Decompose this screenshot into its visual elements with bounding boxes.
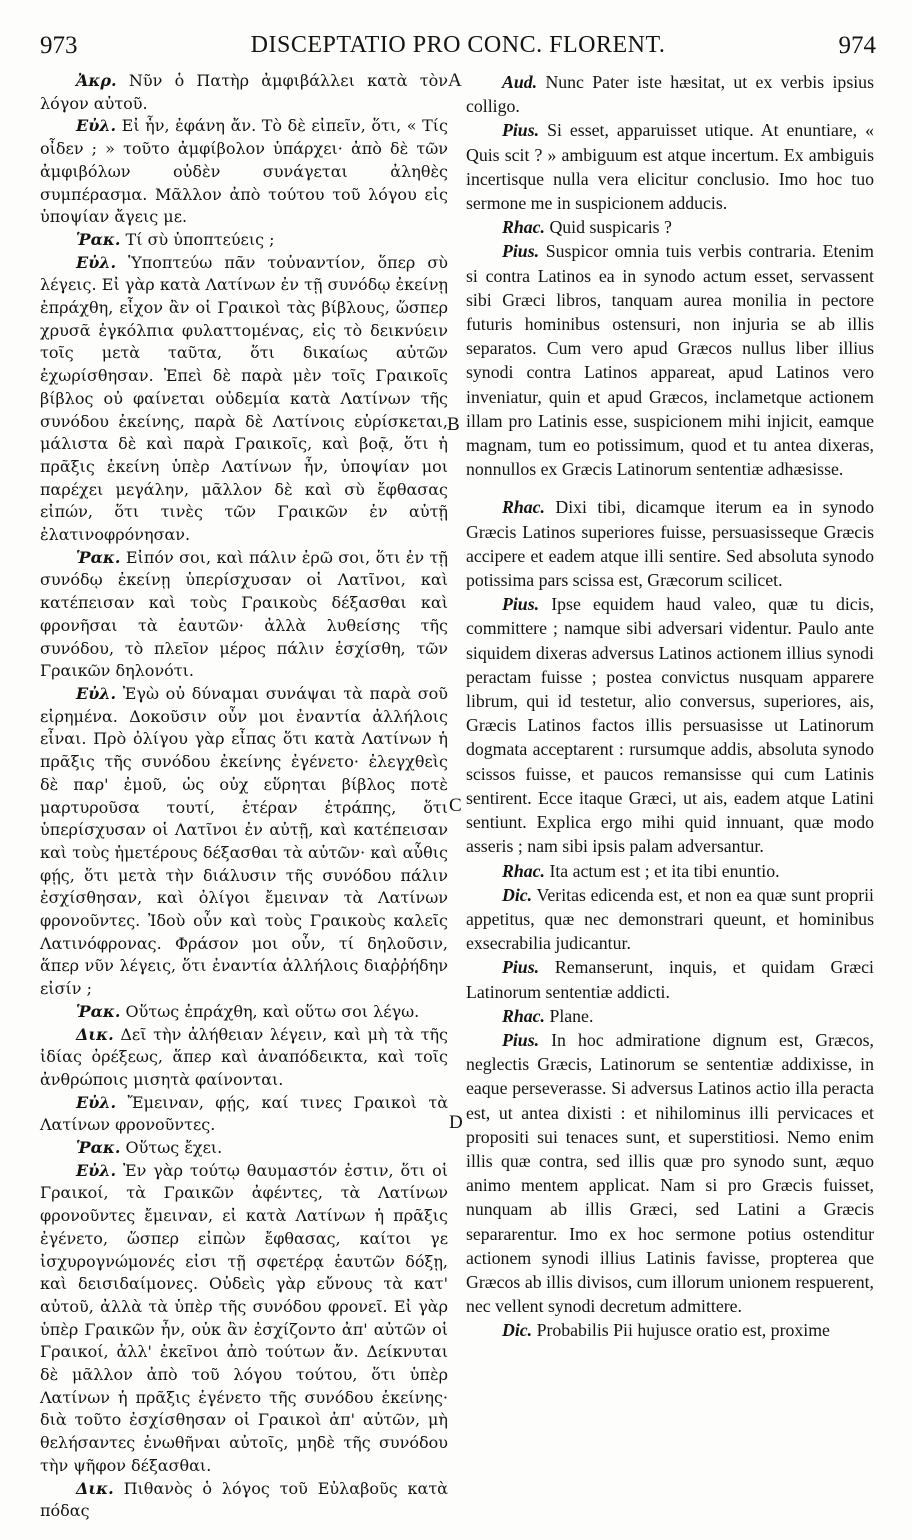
speaker-label: Pius. (502, 594, 540, 615)
margin-marker-a: A (448, 70, 462, 91)
running-title: DISCEPTATIO PRO CONC. FLORENT. (250, 32, 666, 58)
page-number-left: 973 (40, 32, 78, 59)
paragraph-text: Τί σὺ ὑποπτεύεις ; (125, 229, 275, 249)
speaker-label: Rhac. (502, 1005, 545, 1026)
page-number-right: 974 (838, 32, 876, 59)
paragraph-text: Δεῖ τὴν ἀλήθειαν λέγειν, καὶ μὴ τὰ τῆς ἰδίας ὀρέξεως, ἅπερ καὶ ἀναπόδεικτα, καὶ τοῖς ἀνθρώποις μισητὰ φαίνονται. (40, 1024, 448, 1089)
speaker-label: Εὐλ. (76, 252, 117, 272)
speaker-label: Εὐλ. (76, 683, 117, 703)
margin-marker-b: B (447, 414, 460, 435)
latin-paragraph (466, 239, 874, 481)
paragraph-text: Dixi tibi, dicamque iterum ea in synodo Græcis Latinos superiores fuisse, persuasisseque Græcis accipere et eadem atque illi sentire. Sed absoluta synodo potissima pars scissa est, Græcorum scilicet. (466, 497, 874, 591)
speaker-label: Dic. (502, 884, 533, 905)
speaker-label: Εὐλ. (76, 1092, 117, 1112)
margin-marker-c: C (449, 795, 462, 816)
paragraph-text: In hoc admiratione dignum est, Græcos, neglectis Græcis, Latinorum se sententiæ addixisse, in eaque perseverasse. Si adversus Latinos actio illa peracta est, ut antea dixisti : et nihilominus illi pervicaces et propositi sui tenaces sunt, et superstitiosi. Nemo enim illis quæ contra, sed illis quæ pro synodo sunt, æquo animo mentem applicat. Nam si pro Græcis fuisset, nunquam ab illis Græci, sed Latini a Græcis separarentur. Imo ex hoc sermone potius ostenditur actionem synodi illius Latinis favisse, propterea que Græcos ab illis divisos, cum illorum unionem respuerent, nec vellent synodi decretum admittere. (466, 1029, 874, 1317)
speaker-label: Rhac. (502, 497, 545, 518)
page-header (24, 24, 892, 64)
paragraph-text: Νῦν ὁ Πατὴρ ἀμφιβάλλει κατὰ τὸν λόγον αὐτοῦ. (40, 71, 448, 113)
speaker-label: Εὐλ. (76, 116, 117, 136)
margin-marker-d: D (449, 1112, 463, 1133)
greek-paragraph (40, 1024, 448, 1092)
paragraph-text: Veritas edicenda est, et non ea quæ sunt proprii appetitus, quæ nec demonstrari queunt, et hominibus exsecrabilia judicantur. (466, 884, 874, 954)
latin-paragraph (466, 883, 874, 956)
latin-paragraph (466, 70, 874, 118)
latin-paragraph (466, 1004, 874, 1028)
speaker-label: Δικ. (76, 1024, 114, 1044)
paragraph-text: Ἐν γὰρ τούτῳ θαυμαστόν ἐστιν, ὅτι οἱ Γραικοί, τὰ Γραικῶν ἀφέντες, τὰ Λατίνων φρονοῦντες ἔμειναν, εἰ κατὰ Λατίνων ἡ πρᾶξις ἐγένετο, ὥσπερ εἰπὼν ἔφθασας, καίτοι γε ἰσχυρογνώμονές εἰσι τῇ σφετέρᾳ ἑαυτῶν δόξῃ, καὶ δεισιδαίμονες. Οὐδεὶς γὰρ εὔνους τὰ κατ' αὐτοῦ, ἀλλὰ τὰ ὑπὲρ τῆς συνόδου φρονεῖ. Εἰ γὰρ ὑπὲρ Γραικῶν ἦν, οὐκ ἂν ἐσχίζοντο ἀπ' αὐτῶν οἱ Γραικοί, ἀλλ' ἐκεῖνοι ἀπὸ τούτων ἄν. Δείκνυται δὲ μᾶλλον ἀπὸ τοῦ λόγου τούτου, ὅτι ὑπὲρ Λατίνων ἡ πρᾶξις ἐγένετο τῆς συνόδου ἐκείνης· διὰ τοῦτο ἐσχίσθησαν οἱ Γραικοὶ ἀπ' αὐτῶν, μὴ θελήσαντες ἑνωθῆναι αὐτοῖς, μηδὲ τῆς συνόδου τὴν ψῆφον δέξασθαι. (40, 1160, 448, 1475)
paragraph-text: Οὕτως ἐπράχθη, καὶ οὕτω σοι λέγω. (125, 1001, 420, 1021)
greek-paragraph (40, 1001, 448, 1024)
paragraph-text: Suspicor omnia tuis verbis contraria. Etenim si contra Latinos ea in synodo actum esset, servassent sibi Græci libros, tanquam aurea monilia in pectore futuris hominibus ostensuri, non injuria se ab illis separatos. Cum vero apud Græcos nullus liber illius synodi contra Latinos appareat, apud Latinos vero inveniatur, quin et apud Græcos, inclametque actionem illam pro Latinis esse, suspicionem mihi injicit, eamque magnam, tum eo potissimum, quod et tu antea dixeras, nonnullos ex Græcis Latinorum sententiæ adhæsisse. (466, 241, 874, 480)
paragraph-text: Ipse equidem haud valeo, quæ tu dicis, committere ; namque sibi adversari videntur. Paulo ante siquidem dixeras adversus Latinos actionem illius synodi peractam fuisse ; postea convictus nusquam apparere librum, qui id testetur, alio conversus, superiores, ais, Græcis Latinos factos illis persuasisse ut Latinorum dogmata acceptarent : rursumque addis, absoluta synodo scissos fuisse, et paucos remansisse qui cum Latinis sentirent. Ecce itaque Græci, ut ais, eadem atque Latini sentiunt. Explica ergo mihi quid innuant, quæ modo asseris ; nam sibi ipsis palam adversantur. (466, 594, 874, 857)
speaker-label: Ῥακ. (76, 1001, 121, 1021)
latin-paragraph (466, 859, 874, 883)
greek-paragraph (40, 70, 448, 115)
greek-paragraph (40, 115, 448, 229)
greek-paragraph (40, 547, 448, 683)
paragraph-text: Ὑποπτεύω πᾶν τοὐναντίον, ὅπερ σὺ λέγεις. Εἰ γὰρ κατὰ Λατίνων ἐν τῇ συνόδῳ ἐκείνῃ ἐπράχθη, εἶχον ἂν οἱ Γραικοὶ τὰς βίβλους, ὥσπερ χρυσᾶ ἐγκόλπια φυλαττομένας, εἰς τὸ δεικνύειν τοῖς μετὰ ταῦτα, ὅτι δικαίως αὐτῶν ἐχωρίσθησαν. Ἐπεὶ δὲ παρὰ μὲν τοῖς Γραικοῖς βίβλος οὐ φαίνεται οὐδεμία κατὰ Λατίνων τῆς συνόδου ἐκείνης, παρὰ δὲ Λατίνοις εὑρίσκεται, μάλιστα δὲ καὶ παρὰ Γραικοῖς, καὶ βοᾷ, ὅτι ἡ πρᾶξις ἐκείνη ὑπὲρ Λατίνων ἦν, ὑποψίαν μοι παρέχει μεγάλην, μᾶλλον δὲ καὶ σὺ ἔφθασας εἰπών, ὅτι τινὲς τῶν Γραικῶν ἐν αὐτῇ ἐλατινοφρόνησαν. (40, 252, 448, 545)
speaker-label: Pius. (502, 1029, 540, 1050)
speaker-label: Aud. (502, 72, 538, 92)
greek-paragraph (40, 229, 448, 252)
greek-paragraph (40, 1478, 448, 1523)
speaker-label: Ἀκρ. (76, 71, 117, 90)
paragraph-text: Si esset, apparuisset utique. At enuntiare, « Quis scit ? » ambiguum est atque incertum. Ex ambiguis incertisque nulla vera elicitur conclusio. Imo hoc tuo sermone me in suspicionem adducis. (466, 120, 874, 214)
greek-paragraph (40, 1092, 448, 1137)
paragraph-text: Οὕτως ἔχει. (125, 1138, 223, 1158)
latin-paragraph (466, 592, 874, 858)
paragraph-text: Εἰπόν σοι, καὶ πάλιν ἐρῶ σοι, ὅτι ἐν τῇ συνόδῳ ἐκείνῃ ὑπερίσχυσαν οἱ Λατῖνοι, καὶ κατέπεισαν καὶ τοὺς Γραικοὺς δέξασθαι καὶ φρονῆσαι τὰ ἑαυτῶν· ἀλλὰ λυθείσης τῆς συνόδου, τὸ πλεῖον μέρος πάλιν ἐσχίσθη, τῶν Γραικῶν δηλονότι. (40, 547, 448, 681)
speaker-label: Rhac. (502, 217, 545, 238)
latin-paragraph (466, 955, 874, 1003)
speaker-label: Ῥακ. (76, 547, 121, 567)
greek-paragraph (40, 1137, 448, 1160)
greek-paragraph (40, 1160, 448, 1478)
speaker-label: Εὐλ. (76, 1160, 117, 1180)
paragraph-text: Nunc Pater iste hæsitat, ut ex verbis ipsius colligo. (466, 72, 874, 117)
latin-paragraph (466, 1318, 874, 1342)
speaker-label: Pius. (502, 957, 540, 978)
speaker-label: Ῥακ. (76, 229, 121, 249)
paragraph-text: Remanserunt, inquis, et quidam Græci Latinorum sententiæ addicti. (466, 957, 874, 1002)
paragraph-text: Ἔμειναν, φῄς, καί τινες Γραικοὶ τὰ Λατίνων φρονοῦντες. (40, 1092, 448, 1135)
paragraph-text: Εἰ ἦν, ἐφάνη ἄν. Τὸ δὲ εἰπεῖν, ὅτι, « Τίς οἶδεν ; » τοῦτο ἀμφίβολον ὑπάρχει· ἀπὸ δὲ τῶν ἀμφιβόλων οὐδὲν συνάγεται ἀληθὲς συμπέρασμα. Μᾶλλον ἀπὸ τούτου τοῦ λόγου εἰς ὑποψίαν ἄγεις με. (40, 116, 448, 227)
paragraph-text: Quid suspicaris ? (549, 217, 672, 238)
latin-paragraph (466, 118, 874, 215)
paragraph-text: Ita actum est ; et ita tibi enuntio. (549, 860, 780, 881)
speaker-label: Dic. (502, 1320, 533, 1341)
greek-paragraph (40, 683, 448, 1001)
latin-paragraph (466, 495, 874, 592)
paragraph-text: Plane. (549, 1005, 594, 1026)
paragraph-text: Probabilis Pii hujusce oratio est, proxime (536, 1320, 830, 1341)
speaker-label: Pius. (502, 120, 540, 141)
paragraph-text: Ἐγὼ οὐ δύναμαι συνάψαι τὰ παρὰ σοῦ εἰρημένα. Δοκοῦσιν οὖν μοι ἐναντία ἀλλήλοις εἶναι. Πρὸ ὀλίγου γὰρ εἶπας ὅτι κατὰ Λατίνων ἡ πρᾶξις τῆς συνόδου ἐκείνης ἐγένετο· ἐλεγχθεὶς δὲ παρ' ἐμοῦ, ὡς οὐχ εὕρηται βίβλος ποτὲ μαρτυροῦσα τουτί, ἑτέραν ἐτράπης, ὅτι ὑπερίσχυσαν οἱ Λατῖνοι ἐν αὐτῇ, καὶ κατέπεισαν καὶ τοὺς ἡμετέρους δέξασθαι τὰ αὐτῶν· καὶ αὖθις φῄς, ὅτι μετὰ τὴν διάλυσιν τῆς συνόδου πάλιν ἐσχίσθησαν, καὶ ὀλίγοι ἔμειναν τὰ Λατίνων φρονοῦντες. Ἰδοὺ οὖν καὶ τοὺς Γραικοὺς καλεῖς Λατινόφρονας. Φράσον μοι οὖν, τί δηλοῦσιν, ἅπερ νῦν λέγεις, ὅτι ἐναντία ἀλλήλοις διαῤῥήδην εἰσίν ; (40, 683, 448, 999)
speaker-label: Rhac. (502, 860, 545, 881)
latin-column (466, 70, 874, 1343)
speaker-label: Pius. (502, 241, 540, 262)
latin-paragraph (466, 1028, 874, 1318)
latin-paragraph (466, 215, 874, 239)
speaker-label: Δικ. (76, 1478, 114, 1498)
greek-paragraph (40, 252, 448, 547)
paragraph-text: Πιθανὸς ὁ λόγος τοῦ Εὐλαβοῦς κατὰ πόδας (40, 1478, 448, 1521)
greek-column (40, 70, 448, 1523)
speaker-label: Ῥακ. (76, 1138, 121, 1158)
